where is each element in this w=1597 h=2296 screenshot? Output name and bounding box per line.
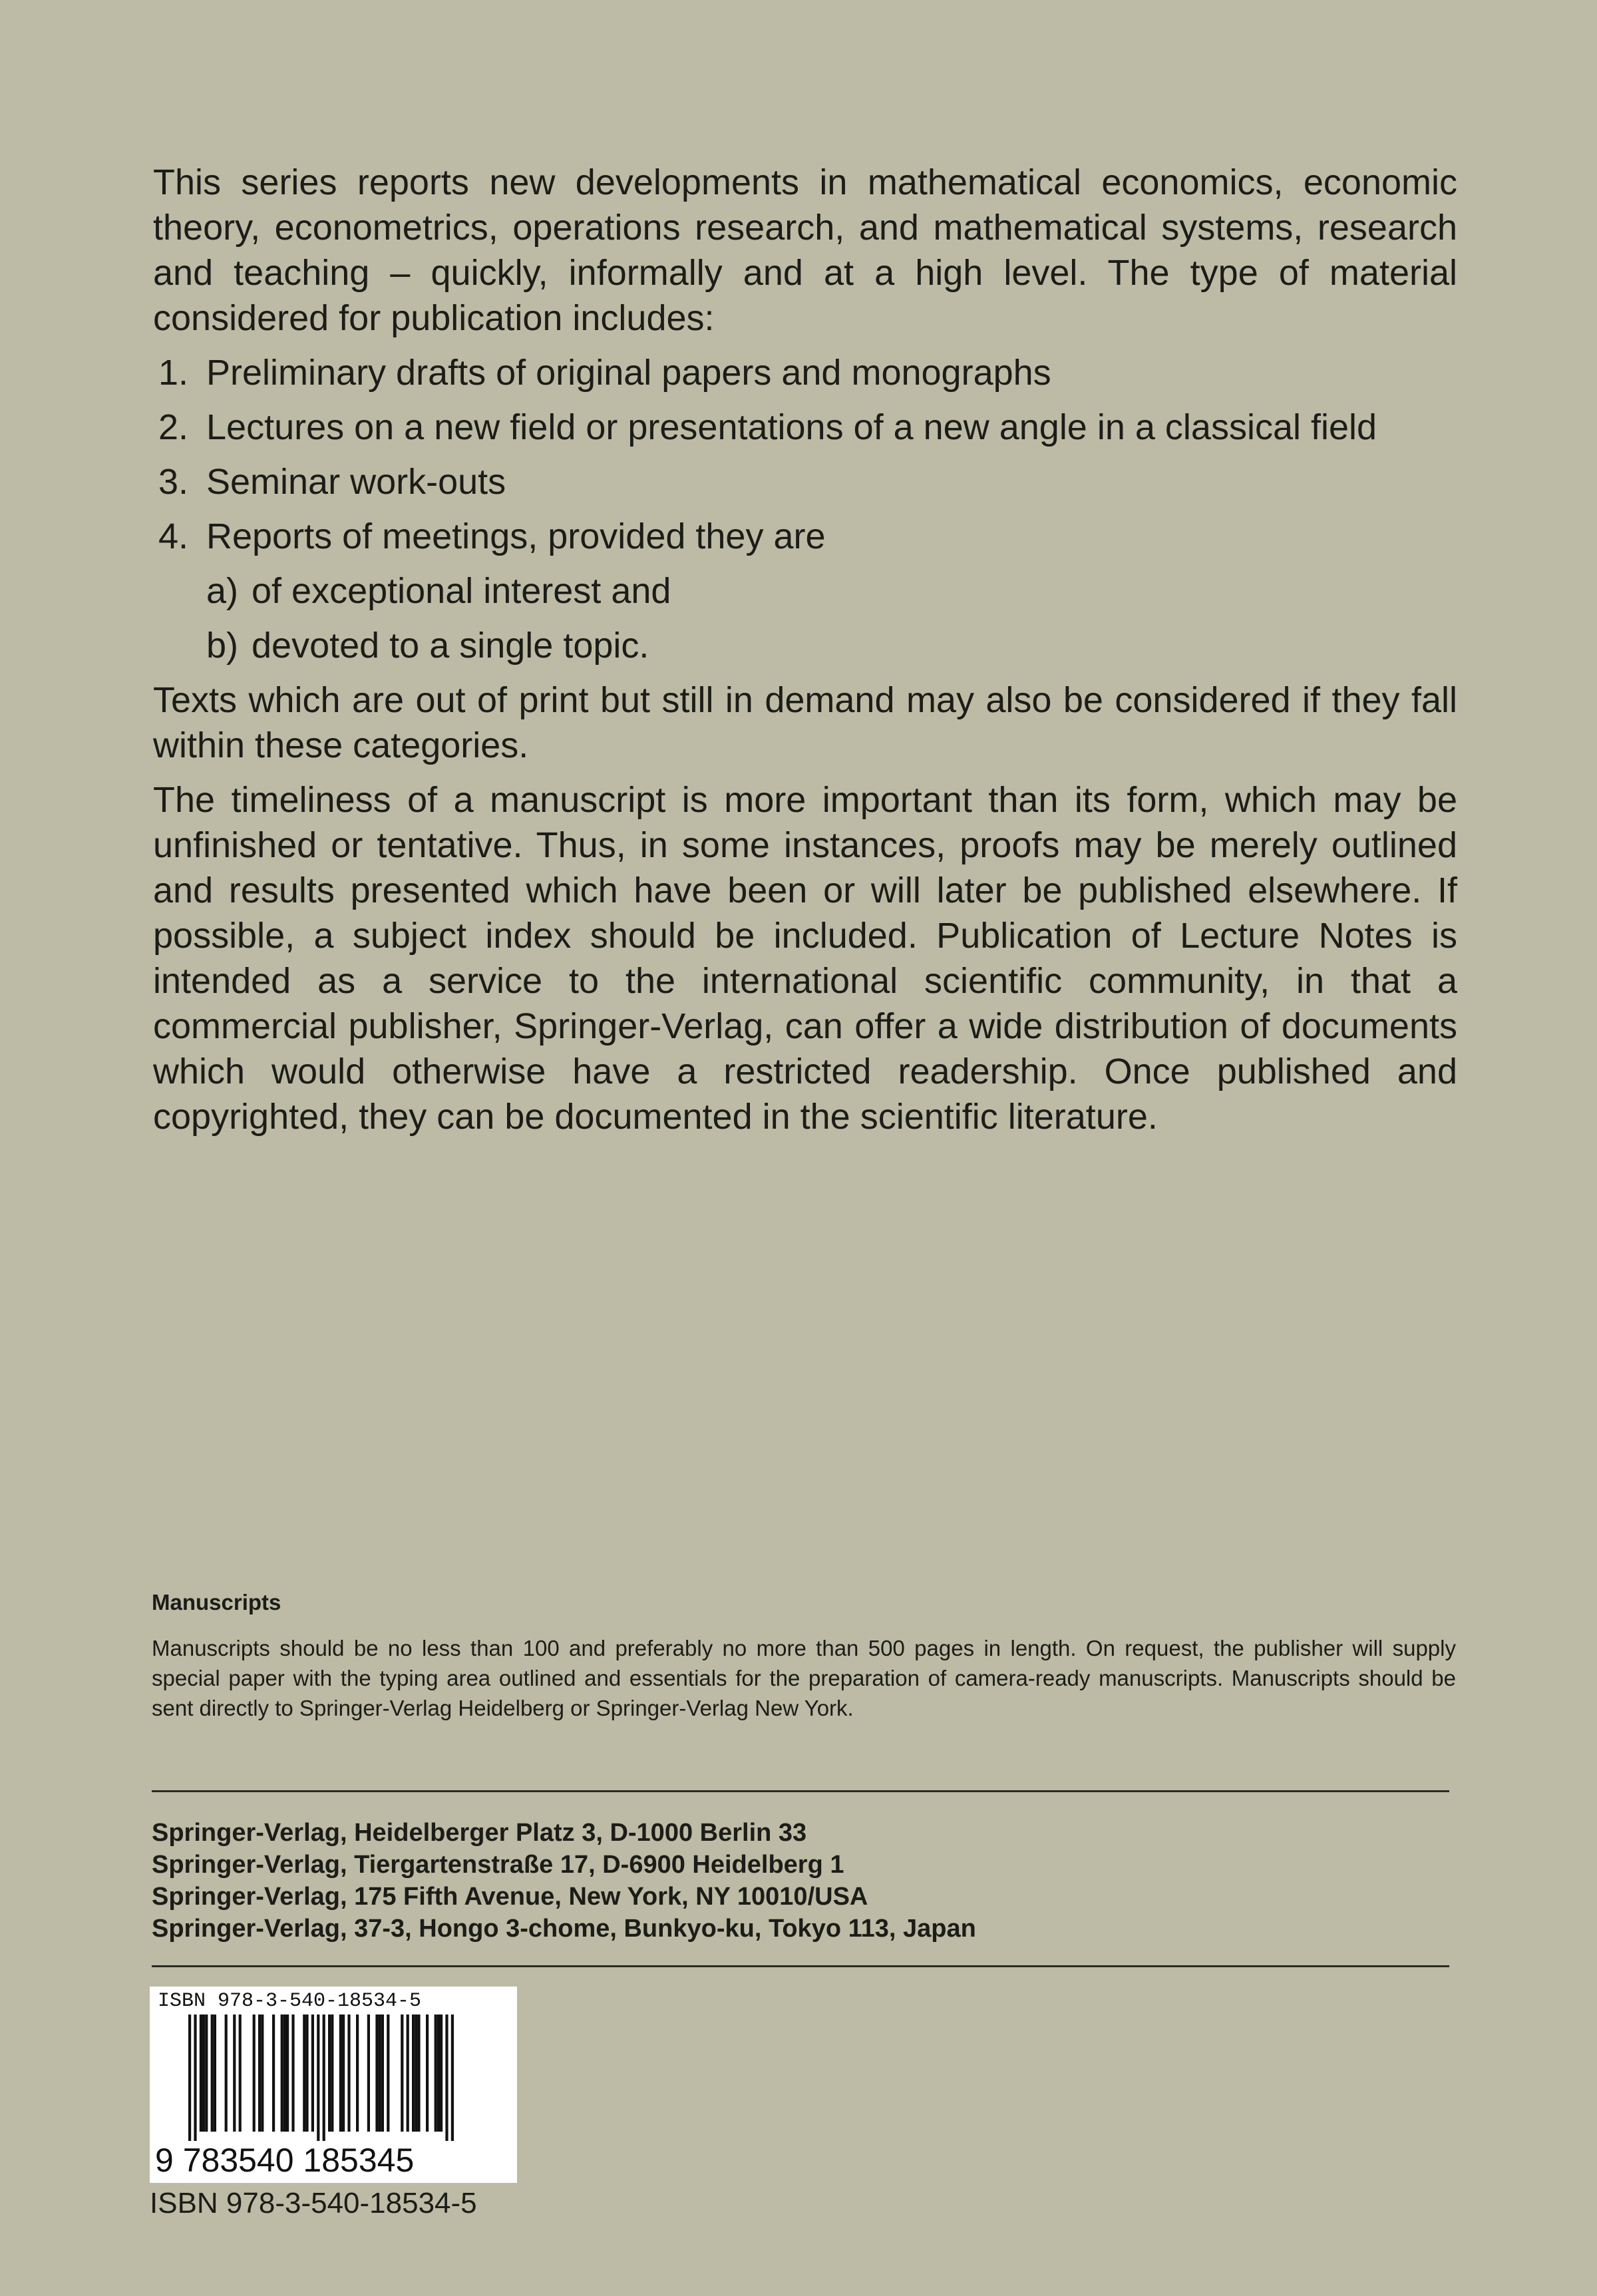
barcode-bar: [435, 2014, 437, 2132]
address-line: Springer-Verlag, 37-3, Hongo 3-chome, Bunkyo-ku, Tokyo 113, Japan: [152, 1915, 976, 1943]
barcode-bar: [317, 2014, 319, 2141]
isbn-barcode: [150, 1987, 517, 2183]
barcode-bar: [445, 2014, 448, 2141]
barcode-bar: [407, 2014, 409, 2132]
barcode-bar: [311, 2014, 314, 2132]
list-item: [153, 514, 1457, 559]
address-line: Springer-Verlag, Tiergartenstraße 17, D-6900 Heidelberg 1: [152, 1851, 844, 1879]
manuscripts-body: Manuscripts should be no less than 100 and preferably no more than 500 pages in length. On request, the publisher will supply special paper with the typing area outlined and essentials for the preparation of camera-ready manuscripts. Manuscripts should be sent directly to Springer-Verlag Heidelberg or Springer-Verlag New York.: [152, 1636, 1456, 1720]
barcode-bar: [426, 2014, 429, 2132]
barcode-bar: [417, 2014, 420, 2132]
barcode-bar: [415, 2014, 417, 2132]
barcode-bar: [205, 2014, 208, 2132]
barcode-bar: [225, 2014, 228, 2132]
barcode-bar: [283, 2014, 286, 2132]
meeting-conditions-list: [153, 568, 1457, 668]
list-text: Lectures on a new field or presentations of a new angle in a classical field: [206, 407, 1377, 447]
barcode-bar: [412, 2014, 415, 2132]
sub-list-item: [206, 568, 1457, 614]
barcode-bar: [347, 2014, 350, 2132]
list-item: [153, 459, 1457, 504]
list-number: 3.: [158, 462, 189, 502]
list-item: [153, 405, 1457, 450]
barcode-bar: [239, 2014, 242, 2132]
barcode-bar: [342, 2014, 345, 2132]
sub-list-letter: b): [206, 626, 239, 666]
out-of-print-paragraph: Texts which are out of print but still in demand may also be considered if they fall within these categories.: [153, 680, 1457, 765]
barcode-bar: [305, 2014, 308, 2132]
list-number: 1.: [158, 353, 189, 393]
manuscripts-section: [152, 1587, 1456, 1723]
address-line: Springer-Verlag, 175 Fifth Avenue, New York, NY 10010/USA: [152, 1883, 868, 1911]
barcode-isbn-label: ISBN 978-3-540-18534-5: [158, 1990, 422, 2012]
barcode-bar: [211, 2014, 214, 2132]
divider: [152, 1965, 1449, 1967]
barcode-bar: [214, 2014, 216, 2132]
barcode-bar: [328, 2014, 331, 2132]
barcode-bar: [367, 2014, 370, 2132]
barcode-bar: [323, 2014, 325, 2141]
barcode-bar: [387, 2014, 389, 2132]
material-list: [153, 350, 1457, 559]
barcode-bar: [286, 2014, 289, 2132]
sub-list-text: of exceptional interest and: [252, 571, 671, 611]
list-text: Reports of meetings, provided they are: [206, 516, 826, 556]
sub-list-letter: a): [206, 571, 239, 611]
barcode-bar: [261, 2014, 264, 2132]
list-text: Preliminary drafts of original papers and monographs: [206, 353, 1051, 393]
barcode-bar: [381, 2014, 384, 2132]
list-number: 4.: [158, 516, 189, 556]
isbn-label: ISBN 978-3-540-18534-5: [150, 2187, 477, 2219]
barcode-bar: [233, 2014, 236, 2132]
barcode-bar: [331, 2014, 333, 2132]
barcode-bar: [303, 2014, 305, 2132]
barcode-bars: [150, 2013, 517, 2141]
barcode-bar: [272, 2014, 275, 2132]
list-item: [153, 350, 1457, 395]
sub-list-item: [206, 623, 1457, 668]
barcode-bar: [194, 2014, 196, 2141]
intro-paragraph: This series reports new developments in mathematical economics, economic theory, econometrics, operations research, and mathematical systems, research and teaching – quickly, informally and at a high level. The type of material considered for publication includes:: [153, 162, 1457, 338]
barcode-bar: [291, 2014, 294, 2132]
barcode-digits: 9 783540 185345: [155, 2142, 415, 2179]
list-number: 2.: [158, 407, 189, 447]
address-line: Springer-Verlag, Heidelberger Platz 3, D-1000 Berlin 33: [152, 1819, 807, 1847]
barcode-bar: [451, 2014, 454, 2141]
barcode-bar: [375, 2014, 378, 2132]
publisher-addresses: [152, 1817, 976, 1945]
barcode-bar: [339, 2014, 342, 2132]
timeliness-paragraph: The timeliness of a manuscript is more important than its form, which may be unfinished or tentative. Thus, in some instances, proofs may be merely outlined and results presented which have been or will later be published elsewhere. If possible, a subject index should be included. Publication of Lecture Notes is intended as a service to the international scientific community, in that a commercial publisher, Springer-Verlag, can offer a wide distribution of documents which would otherwise have a restricted readership. Once published and copyrighted, they can be documented in the scientific literature.: [153, 780, 1457, 1137]
barcode-bar: [379, 2014, 381, 2132]
series-description: [153, 160, 1457, 1149]
barcode-bar: [401, 2014, 403, 2132]
barcode-bar: [200, 2014, 202, 2132]
sub-list-text: devoted to a single topic.: [252, 626, 649, 666]
divider: [152, 1790, 1449, 1792]
barcode-bar: [253, 2014, 256, 2132]
barcode-bar: [281, 2014, 283, 2132]
barcode-bar: [188, 2014, 191, 2141]
barcode-bar: [356, 2014, 359, 2132]
barcode-bar: [437, 2014, 440, 2132]
barcode-bar: [440, 2014, 443, 2132]
list-text: Seminar work-outs: [206, 462, 506, 502]
barcode-bar: [202, 2014, 205, 2132]
barcode-bar: [258, 2014, 261, 2132]
manuscripts-heading: Manuscripts: [152, 1590, 281, 1615]
